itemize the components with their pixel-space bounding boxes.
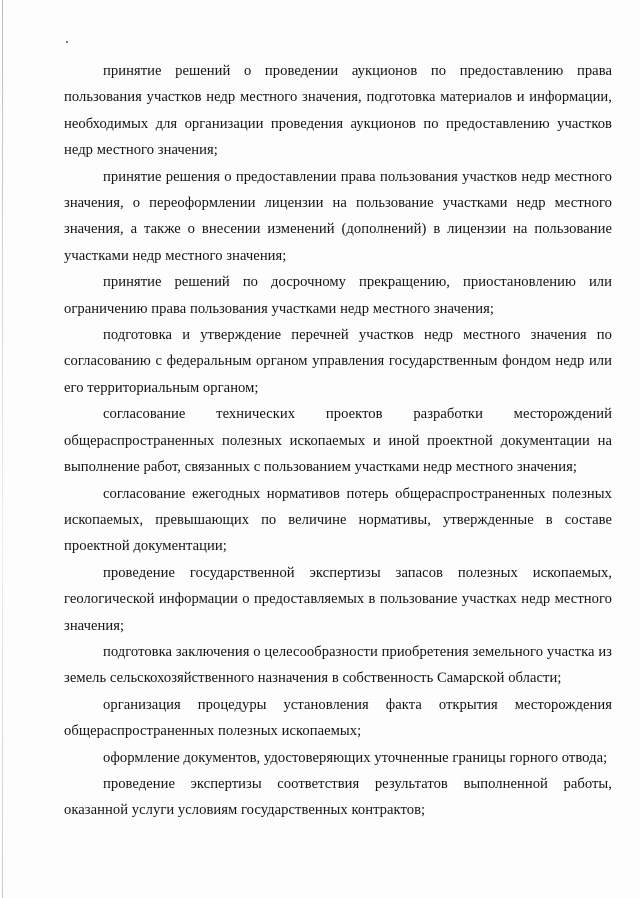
paragraph-early-termination: принятие решений по досрочному прекращению, приостановлению или ограничению права пользования участками недр местного значения;	[64, 274, 612, 317]
paragraph-contract-expertise: проведение экспертизы соответствия результатов выполненной работы, оказанной услуги условиям государственных контрактов;	[64, 775, 612, 819]
paragraph-deposit-discovery: организация процедуры установления факта открытия месторождения общераспространенных полезных ископаемых;	[64, 696, 612, 740]
paragraph-land-acquisition: подготовка заключения о целесообразности приобретения земельного участка из земель сельскохозяйственного назначения в собственность Самарской области;	[64, 643, 612, 687]
paragraph-state-expertise: проведение государственной экспертизы запасов полезных ископаемых, геологической информации о предоставляемых в пользование участках недр местного значения;	[64, 564, 612, 634]
scan-edge	[2, 0, 3, 898]
paragraph-license-decisions: принятие решения о предоставлении права пользования участков недр местного значения, о переоформлении лицензии на пользование участками недр местного значения, а также о внесении изменений (дополнений) в лицензии на пользование участками недр местного значения;	[64, 168, 612, 264]
paragraph-technical-projects: согласование технических проектов разработки месторождений общераспространенных полезных ископаемых и иной проектной документации на выполнение работ, связанных с пользованием участками недр местного значения;	[64, 406, 612, 476]
paragraph-subsoil-lists: подготовка и утверждение перечней участков недр местного значения по согласованию с федеральным органом управления государственным фондом недр или его территориальным органом;	[64, 327, 612, 396]
paragraph-mining-allotment: оформление документов, удостоверяющих уточненные границы горного отвода;	[103, 749, 608, 766]
paragraph-auction-decisions: принятие решений о проведении аукционов по предоставлению права пользования участков недр местного значения, подготовка материалов и информации, необходимых для организации проведения аукционов по предоставлению участков недр местного значения;	[64, 63, 612, 159]
paragraph-loss-standards: согласование ежегодных нормативов потерь общераспространенных полезных ископаемых, превышающих по величине нормативы, утвержденные в составе проектной документации;	[64, 485, 612, 555]
document-body	[64, 58, 612, 824]
scan-speck	[66, 41, 68, 43]
